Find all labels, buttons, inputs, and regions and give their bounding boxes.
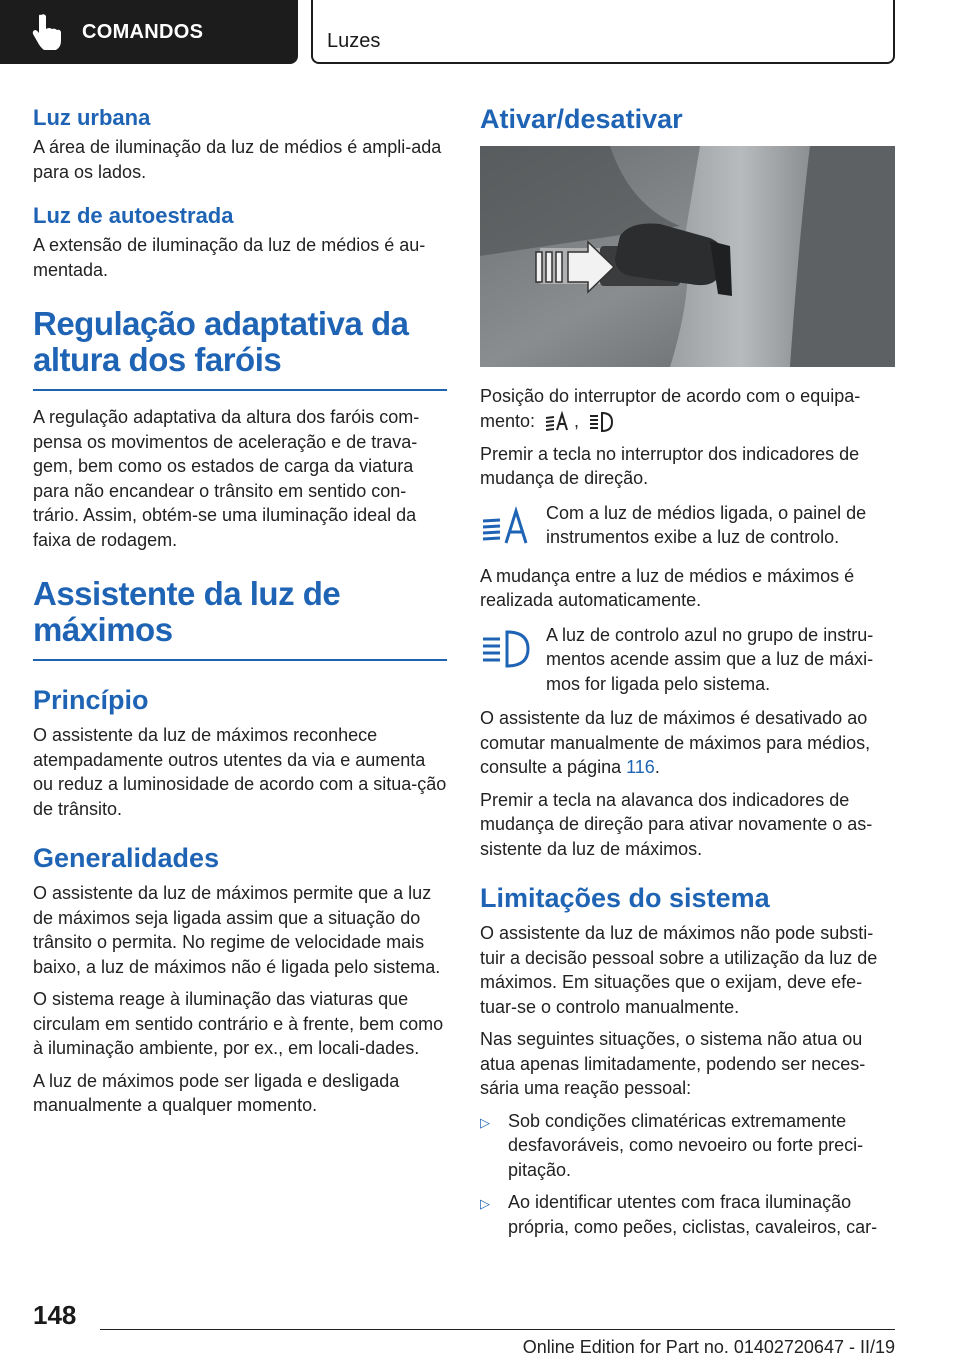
position-text: Posição do interruptor de acordo com o equipa-mento: , bbox=[480, 384, 895, 434]
adaptive-text: A regulação adaptativa da altura dos faróis com-pensa os movimentos de aceleração e de trava-gem, bem como os estados de carga da viatura para não encandear o trânsito em sentido con-trário. Assim, obtém-se uma iluminação ideal da faixa de rodagem. bbox=[33, 407, 420, 550]
adaptive-heading: Regulação adaptativa da altura dos faróis bbox=[33, 306, 447, 391]
high-beam-icon bbox=[588, 410, 614, 434]
limits-text-2: Nas seguintes situações, o sistema não atua ou atua apenas limitadamente, podendo ser neces-sária uma reação pessoal: bbox=[480, 1029, 866, 1099]
section-tab bbox=[0, 0, 298, 64]
general-text-3: A luz de máximos pode ser ligada e desligada manualmente a qualquer momento. bbox=[33, 1070, 400, 1115]
general-text-2: O sistema reage à iluminação das viaturas que circulam em sentido contrário e à frente, bem como à iluminação ambiente, por ex., em locali-dades. bbox=[33, 989, 444, 1058]
list-item: ▷ Sob condições climatéricas extremamente desfavoráveis, como nevoeiro ou forte preci-pitação. bbox=[480, 1109, 895, 1183]
high-beam-icon bbox=[480, 627, 532, 671]
section-label: COMANDOS bbox=[82, 20, 204, 43]
high-beam-assistant-icon bbox=[480, 505, 532, 549]
switch-text: A mudança entre a luz de médios e máximos é realizada automaticamente. bbox=[480, 565, 855, 611]
city-light-text: A área de iluminação da luz de médios é ampli-ada para os lados. bbox=[33, 137, 442, 182]
general-text-1: O assistente da luz de máximos permite que a luz de máximos seja ligada assim que a situação do trânsito o permita. No regime de velocidade mais baixo, a luz de máximos não é ligada pelo sistema. bbox=[33, 883, 441, 977]
hand-pointer-icon bbox=[30, 12, 64, 52]
deactivate-text: O assistente da luz de máximos é desativado ao comutar manualmente de máximos para médios, consulte a página 116. bbox=[480, 708, 871, 778]
left-column bbox=[33, 100, 447, 1126]
triangle-bullet-icon: ▷ bbox=[480, 1114, 490, 1130]
right-column bbox=[480, 100, 895, 1247]
chapter-label: Luzes bbox=[327, 30, 381, 52]
note-low-beam bbox=[480, 501, 895, 554]
principle-text: O assistente da luz de máximos reconhece atempadamente outros utentes da via e aumenta ou reduz a luminosidade de acordo com a situa-ção de trânsito. bbox=[33, 725, 447, 819]
high-beam-assistant-icon bbox=[544, 410, 570, 434]
assistant-heading: Assistente da luz de máximos bbox=[33, 576, 447, 661]
highway-light-text: A extensão de iluminação da luz de médios é au-mentada. bbox=[33, 235, 426, 280]
city-light-heading: Luz urbana bbox=[33, 105, 151, 130]
activate-heading: Ativar/desativar bbox=[480, 104, 683, 134]
triangle-bullet-icon: ▷ bbox=[480, 1196, 490, 1212]
limits-text-1: O assistente da luz de máximos não pode substi-tuir a decisão pessoal sobre a utilização da luz de máximos. Em situações que o exijam, deve efe-tuar-se o controlo manualmente. bbox=[480, 923, 878, 1017]
limits-list bbox=[480, 1109, 895, 1240]
chapter-tab bbox=[311, 0, 895, 64]
page-link[interactable]: 116 bbox=[626, 757, 655, 778]
footer-edition: Online Edition for Part no. 01402720647 - II/19 bbox=[522, 1337, 895, 1357]
list-item: ▷ Ao identificar utentes com fraca iluminação própria, como peões, ciclistas, cavaleiros, car- bbox=[480, 1190, 895, 1239]
note-low-beam-text: Com a luz de médios ligada, o painel de instrumentos exibe a luz de controlo. bbox=[546, 502, 867, 548]
reactivate-text: Premir a tecla na alavanca dos indicadores de mudança de direção para ativar novamente o as-sistente da luz de máximos. bbox=[480, 789, 873, 859]
principle-heading: Princípio bbox=[33, 685, 149, 715]
note-high-beam-text: A luz de controlo azul no grupo de instru-mentos acende assim que a luz de máxi-mos for ligada pelo sistema. bbox=[546, 624, 874, 694]
note-high-beam bbox=[480, 623, 895, 697]
footer-divider bbox=[100, 1329, 895, 1330]
turn-signal-lever-photo bbox=[480, 146, 895, 367]
highway-light-heading: Luz de autoestrada bbox=[33, 203, 234, 228]
limits-heading: Limitações do sistema bbox=[480, 883, 770, 914]
page-number: 148 bbox=[33, 1300, 77, 1330]
general-heading: Generalidades bbox=[33, 843, 220, 873]
press-text: Premir a tecla no interruptor dos indicadores de mudança de direção. bbox=[480, 443, 860, 489]
